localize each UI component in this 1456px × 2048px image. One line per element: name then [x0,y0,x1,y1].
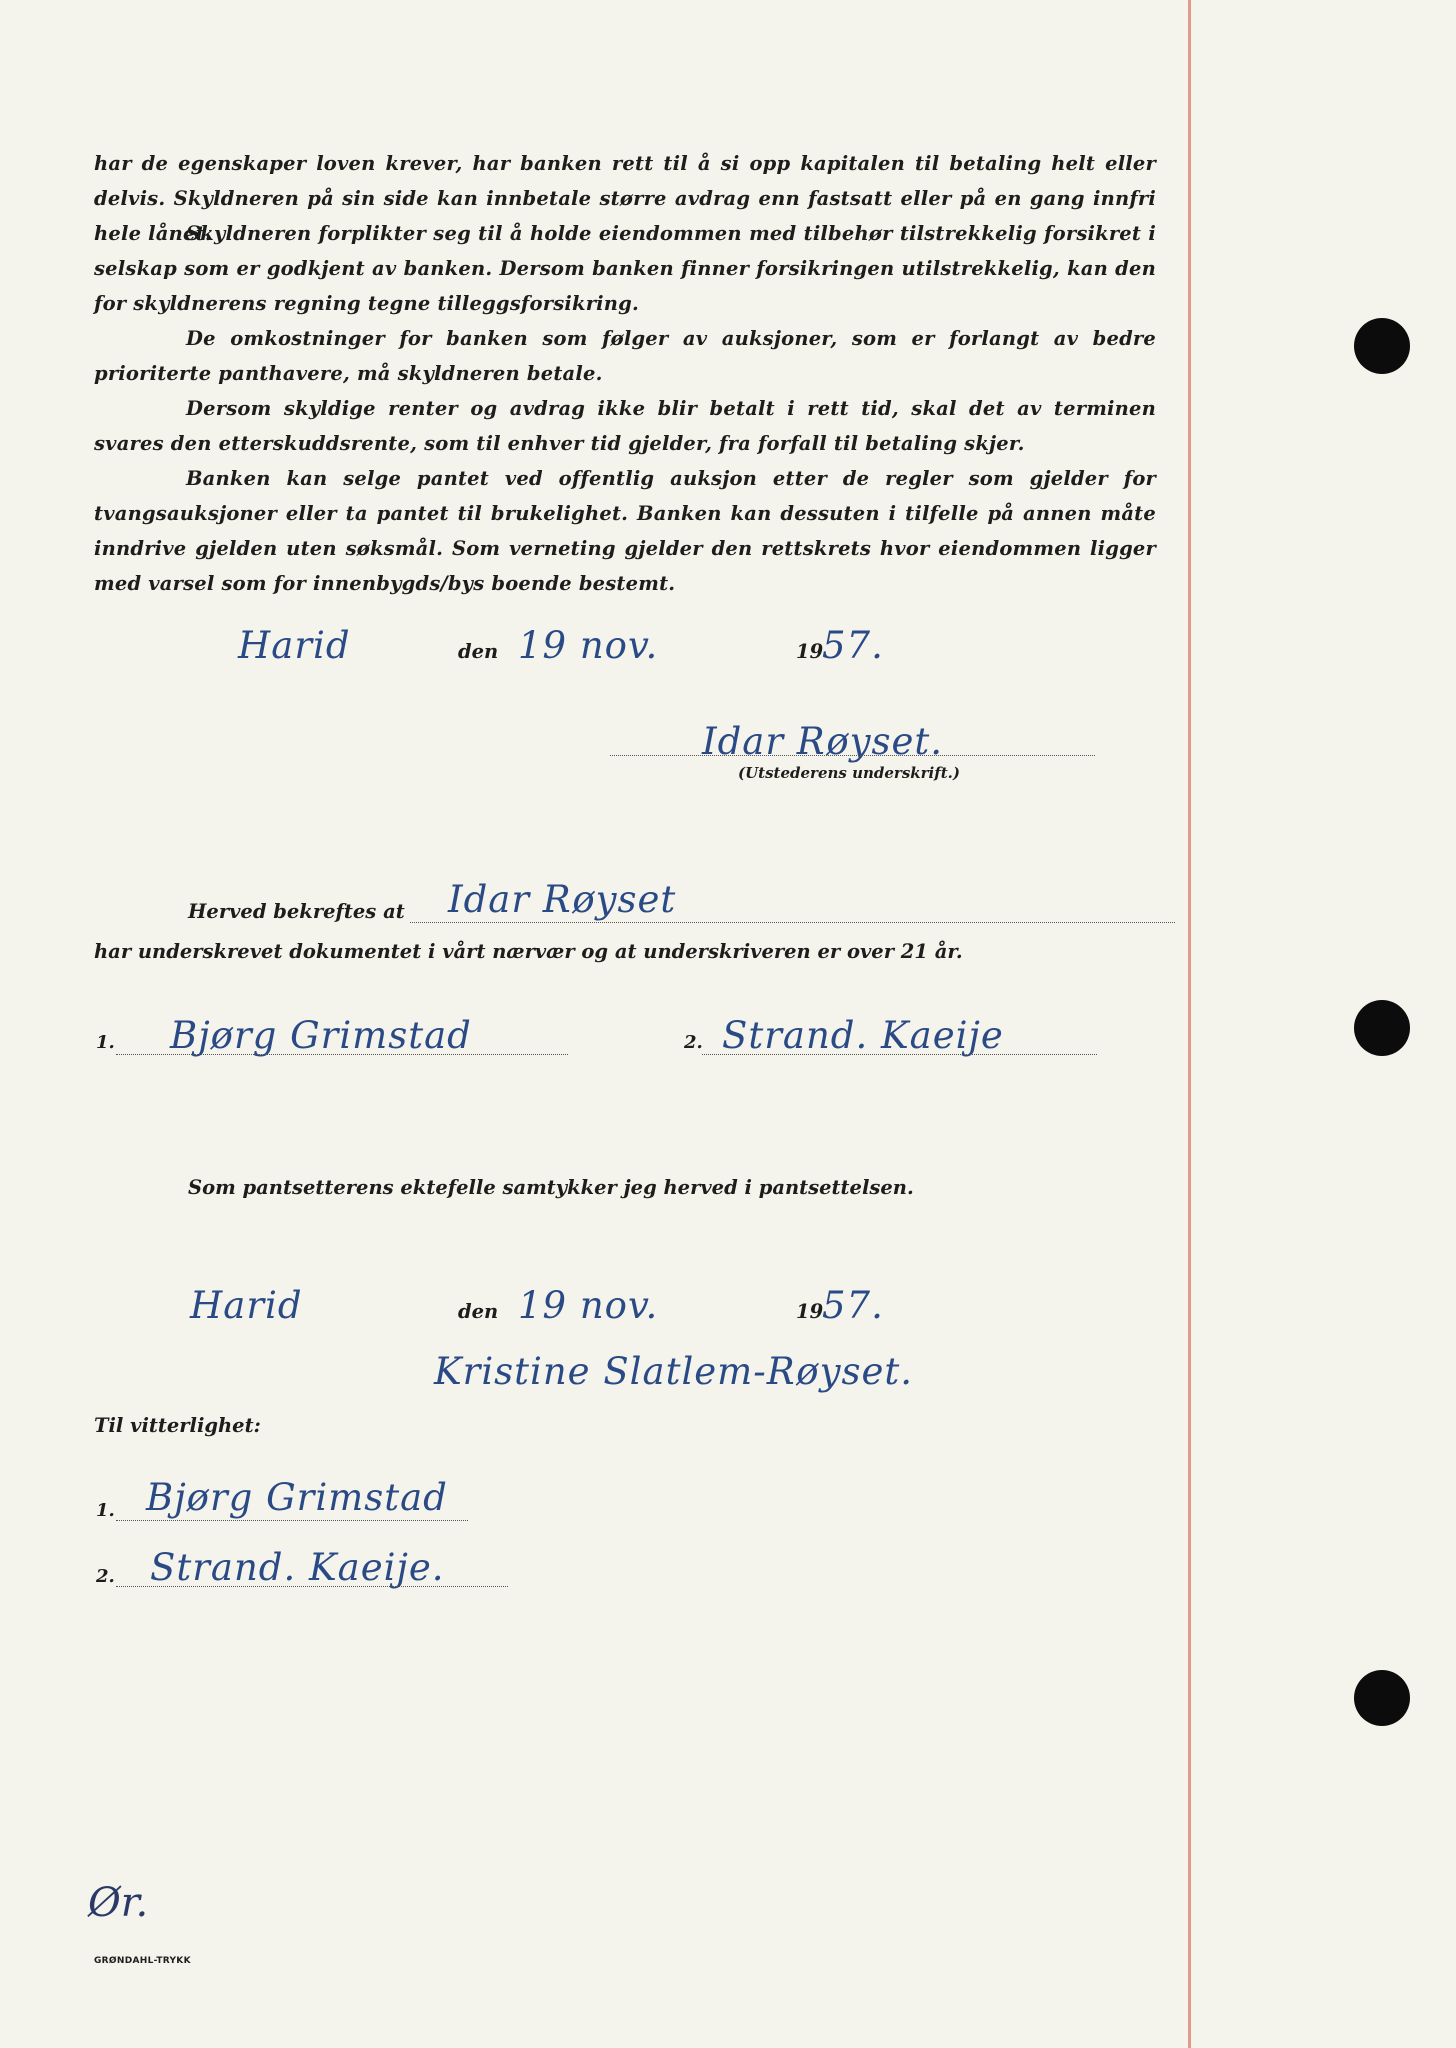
issuer-caption: (Utstederens underskrift.) [738,764,960,782]
date1-den-label: den [458,640,499,663]
attest-witness1-number: 1. [96,1032,115,1053]
paragraph-1: har de egenskaper loven krever, har banken rett til å si opp kapitalen til betaling helt eller delvis. Skyldneren på sin side kan innbetale større avdrag enn fastsatt eller på en gang innfri hele lånet. [94,152,1156,245]
red-margin-line [1188,0,1191,2048]
attest-witness1-line [116,1054,568,1055]
date1-day: 19 nov. [518,624,659,667]
spouse-year-prefix: 19 [796,1300,824,1323]
witness2-signature: Strand. Kaeije. [150,1546,445,1589]
attest-witness2-signature: Strand. Kaeije [722,1014,1004,1057]
spouse-date-year: 57. [822,1284,884,1327]
spouse-date-day: 19 nov. [518,1284,659,1327]
paragraph-5: Banken kan selge pantet ved offentlig auksjon etter de regler som gjelder for tvangsauksjoner eller ta pantet til brukelighet. Banken kan dessuten i tilfelle på annen måte inndrive gjelden uten søksmål. Som verneting gjelder den rettskrets hvor eiendommen ligger med varsel som for innenbygds/bys boende bestemt. [94,467,1156,595]
attest-witness2-number: 2. [684,1032,703,1053]
date1-place: Harid [238,624,351,667]
spouse-date-place: Harid [190,1284,303,1327]
paragraph-2: Skyldneren forplikter seg til å holde eiendommen med tilbehør tilstrekkelig forsikret i selskap som er godkjent av banken. Dersom banken finner forsikringen utilstrekkelig, kan den for skyldnerens regning tegne tilleggsforsikring. [94,222,1156,315]
attest-name: Idar Røyset [448,878,677,921]
paragraph-3: De omkostninger for banken som følger av auksjoner, som er forlangt av bedre prioriterte panthavere, må skyldneren betale. [94,327,1156,385]
paragraph-4: Dersom skyldige renter og avdrag ikke blir betalt i rett tid, skal det av terminen svares den etterskuddsrente, som til enhver tid gjelder, fra forfall til betaling skjer. [94,397,1156,455]
punch-hole-top [1354,318,1410,374]
attest-name-line [410,922,1175,923]
spouse-signature: Kristine Slatlem-Røyset. [434,1350,914,1393]
spouse-consent-text: Som pantsetterens ektefelle samtykker jeg herved i pantsettelsen. [188,1176,914,1199]
punch-hole-bottom [1354,1670,1410,1726]
date1-year-prefix: 19 [796,640,824,663]
handwritten-initials: Ør. [88,1880,149,1926]
punch-hole-middle [1354,1000,1410,1056]
attest-witness1-signature: Bjørg Grimstad [170,1014,472,1057]
issuer-signature: Idar Røyset. [702,720,944,763]
spouse-den-label: den [458,1300,499,1323]
printer-mark: GRØNDAHL-TRYKK [94,1956,191,1966]
attest-line2: har underskrevet dokumentet i vårt nærvær og at underskriveren er over 21 år. [94,940,963,963]
date1-year: 57. [822,624,884,667]
attest-herved-label: Herved bekreftes at [188,900,405,923]
issuer-signature-line [610,755,1095,756]
attest-witness2-line [702,1054,1097,1055]
witness2-line [116,1586,508,1587]
witness2-number: 2. [96,1566,115,1587]
witness1-line [116,1520,468,1521]
witness-title: Til vitterlighet: [94,1414,261,1437]
witness1-signature: Bjørg Grimstad [146,1476,448,1519]
witness1-number: 1. [96,1500,115,1521]
